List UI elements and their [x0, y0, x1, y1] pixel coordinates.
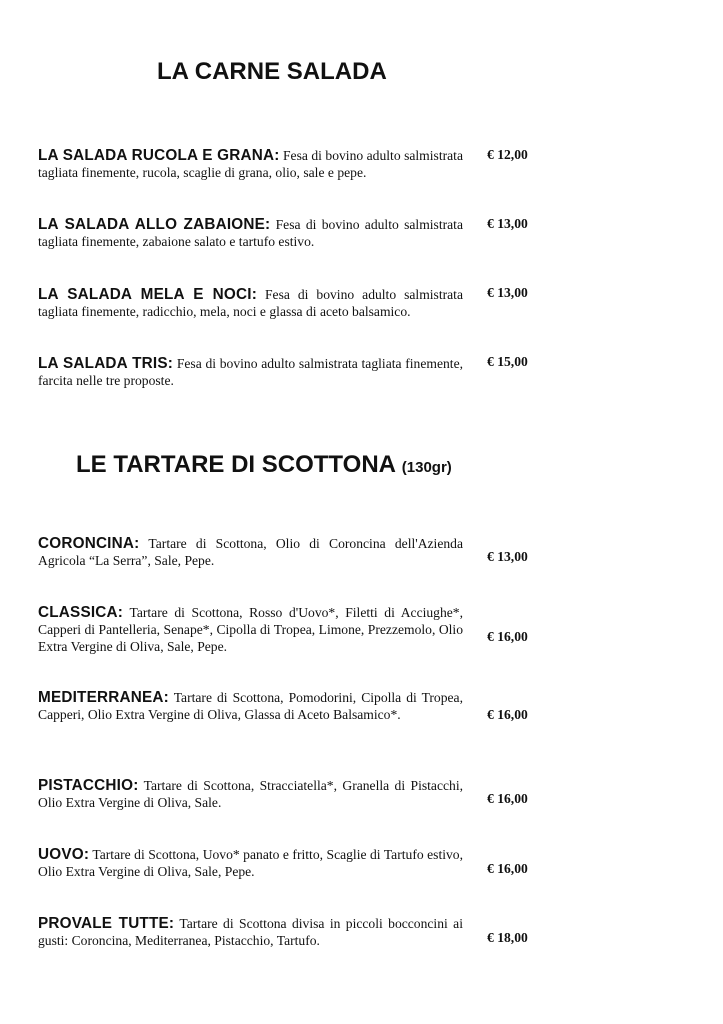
item-price: € 15,00 — [487, 354, 528, 369]
item-name: MEDITERRANEA: — [38, 689, 169, 706]
menu-item — [38, 355, 463, 389]
menu-item — [38, 535, 463, 569]
item-name: LA SALADA RUCOLA E GRANA: — [38, 147, 280, 164]
item-name: PROVALE TUTTE: — [38, 915, 175, 932]
menu-item — [38, 147, 463, 181]
item-price: € 12,00 — [487, 147, 528, 162]
item-price: € 16,00 — [487, 791, 528, 806]
item-price: € 18,00 — [487, 930, 528, 945]
item-price: € 13,00 — [487, 285, 528, 300]
item-name: CORONCINA: — [38, 535, 140, 552]
item-name: CLASSICA: — [38, 604, 124, 621]
item-description: Tartare di Scottona, Pomodorini, Cipolla di Tropea, Capperi, Olio Extra Vergine di Oliva, Glassa di Aceto Balsamico*. — [38, 690, 463, 722]
item-description: Fesa di bovino adulto salmistrata tagliata finemente, rucola, scaglie di grana, olio, sale e pepe. — [38, 148, 463, 180]
item-description: Fesa di bovino adulto salmistrata tagliata finemente, farcita nelle tre proposte. — [38, 356, 464, 388]
item-name: LA SALADA ALLO ZABAIONE: — [38, 216, 271, 233]
item-description: Tartare di Scottona, Rosso d'Uovo*, Filetti di Acciughe*, Capperi di Pantelleria, Senape*, Cipolla di Tropea, Limone, Prezzemolo, Olio Extra Vergine di Oliva, Sale, Pepe. — [38, 605, 464, 654]
menu-item — [38, 286, 463, 320]
item-description: Tartare di Scottona, Uovo* panato e fritto, Scaglie di Tartufo estivo, Olio Extra Vergine di Oliva, Sale, Pepe. — [38, 847, 463, 879]
item-price: € 13,00 — [487, 549, 528, 564]
menu-item — [38, 915, 463, 949]
item-name: PISTACCHIO: — [38, 777, 139, 794]
item-name: LA SALADA MELA E NOCI: — [38, 286, 257, 303]
item-name: LA SALADA TRIS: — [38, 355, 174, 372]
item-description: Tartare di Scottona, Stracciatella*, Granella di Pistacchi, Olio Extra Vergine di Oliva, Sale. — [38, 778, 463, 810]
section-subtitle: (130gr) — [401, 459, 452, 476]
item-description: Fesa di bovino adulto salmistrata tagliata finemente, radicchio, mela, noci e glassa di aceto balsamico. — [38, 287, 463, 319]
section-title-text: LE TARTARE DI SCOTTONA — [76, 451, 396, 478]
item-price: € 13,00 — [487, 216, 528, 231]
item-name: UOVO: — [38, 846, 90, 863]
menu-item — [38, 216, 463, 250]
section-title-carne-salada: LA CARNE SALADA — [157, 58, 387, 85]
item-price: € 16,00 — [487, 707, 528, 722]
item-price: € 16,00 — [487, 629, 528, 644]
section-title-tartare — [76, 451, 452, 479]
menu-item — [38, 689, 463, 723]
item-description: Tartare di Scottona, Olio di Coroncina dell'Azienda Agricola “La Serra”, Sale, Pepe. — [38, 536, 463, 568]
menu-item — [38, 846, 463, 880]
menu-item — [38, 777, 463, 811]
item-description: Tartare di Scottona divisa in piccoli bocconcini ai gusti: Coroncina, Mediterranea, Pistacchio, Tartufo. — [38, 916, 463, 948]
menu-item — [38, 604, 463, 655]
item-price: € 16,00 — [487, 861, 528, 876]
item-description: Fesa di bovino adulto salmistrata tagliata finemente, zabaione salato e tartufo estivo. — [38, 217, 463, 249]
